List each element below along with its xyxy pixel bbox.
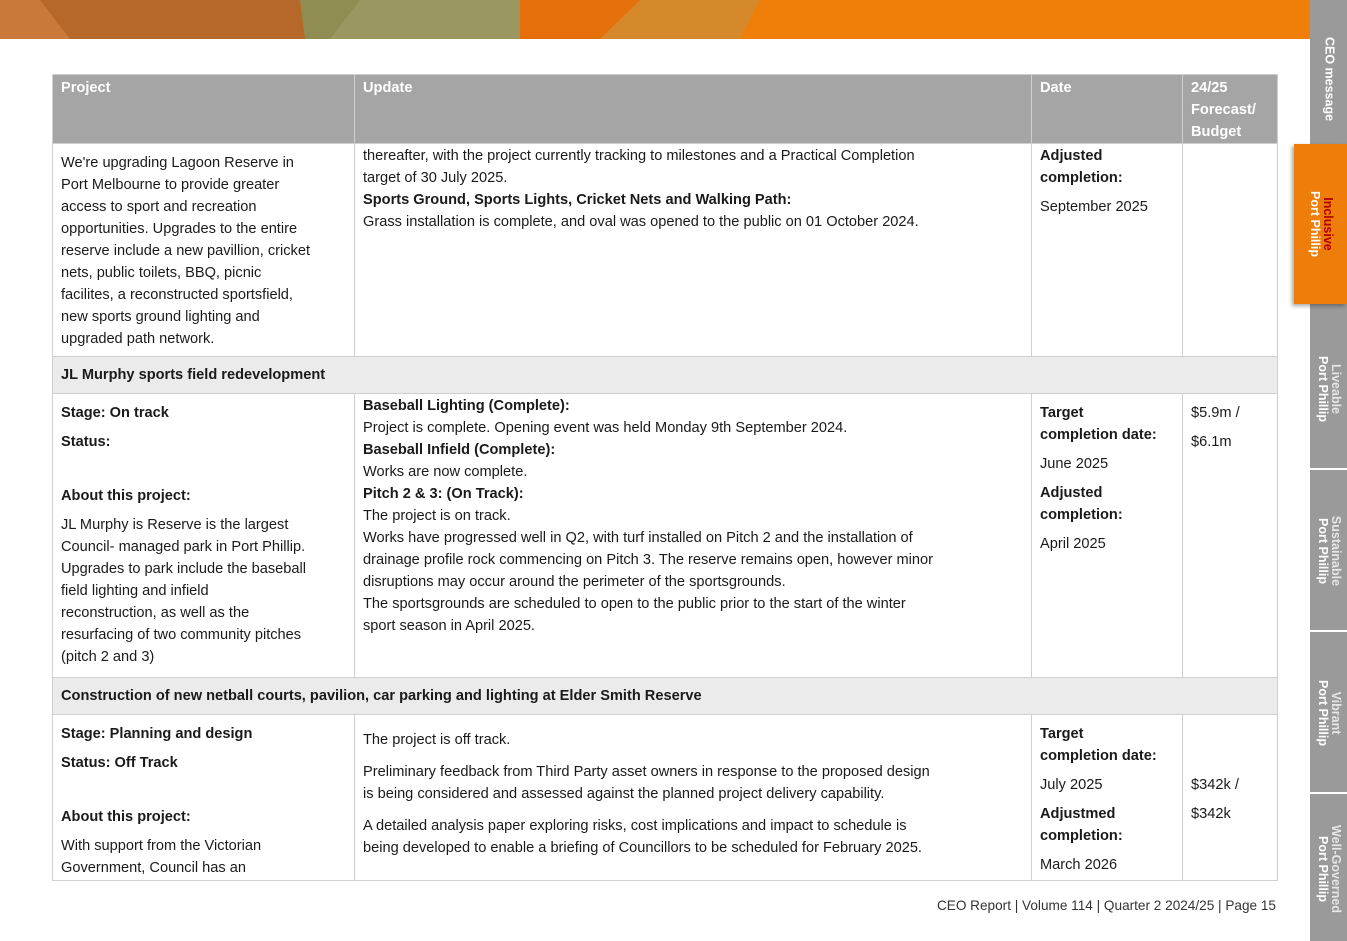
- header-project: [53, 75, 355, 144]
- update-line: A detailed analysis paper exploring risks, cost implications and impact to schedule is: [363, 818, 907, 834]
- about-line: resurfacing of two community pitches: [61, 627, 302, 643]
- about-line: facilites, a reconstructed sportsfield,: [61, 287, 293, 303]
- about-line: nets, public toilets, BBQ, picnic: [61, 265, 262, 281]
- update-heading: Sports Ground, Sports Lights, Cricket Nets and Walking Path:: [363, 192, 792, 208]
- page-footer: CEO Report | Volume 114 | Quarter 2 2024/25 | Page 15: [936, 898, 1276, 913]
- tab-sustainable-port-phillip[interactable]: [1310, 472, 1347, 632]
- date-value: July 2025: [1040, 777, 1103, 793]
- tab-label-line1: Well-Governed: [1328, 824, 1343, 913]
- update-heading: Baseball Infield (Complete):: [363, 442, 556, 458]
- header-update-label: Update: [363, 80, 413, 96]
- about-line: (pitch 2 and 3): [61, 649, 155, 665]
- about-line: Government, Council has an: [61, 860, 246, 876]
- update-heading: Baseball Lighting (Complete):: [363, 398, 570, 414]
- stage-label: Stage: Planning and design: [61, 726, 253, 742]
- update-line: The sportsgrounds are scheduled to open to the public prior to the start of the winter: [363, 596, 906, 612]
- update-line: Project is complete. Opening event was held Monday 9th September 2024.: [363, 420, 848, 436]
- projects-table: [52, 74, 1278, 881]
- side-nav: [1307, 0, 1347, 941]
- update-cell: [355, 715, 1032, 881]
- date-label: Target: [1040, 405, 1084, 421]
- update-line: sport season in April 2025.: [363, 618, 535, 634]
- update-line: The project is on track.: [363, 508, 511, 524]
- project-cell: [53, 144, 355, 357]
- date-value: April 2025: [1040, 536, 1106, 552]
- tab-vibrant-port-phillip[interactable]: [1310, 634, 1347, 794]
- about-line: Port Melbourne to provide greater: [61, 177, 280, 193]
- date-label: Adjusted: [1040, 485, 1103, 501]
- date-label: Adjustmed: [1040, 806, 1116, 822]
- tab-label-line1: Vibrant: [1328, 691, 1343, 735]
- tab-well-governed-port-phillip[interactable]: [1310, 796, 1347, 941]
- update-line: drainage profile rock commencing on Pitch 3. The reserve remains open, however minor: [363, 552, 933, 568]
- budget-amount: $342k: [1191, 806, 1231, 822]
- table-row: [53, 144, 1278, 357]
- status-label: Status:: [61, 434, 111, 450]
- about-line: access to sport and recreation: [61, 199, 257, 215]
- header-budget-line1: 24/25: [1191, 80, 1228, 96]
- tab-inclusive-port-phillip[interactable]: [1294, 144, 1347, 304]
- about-line: reserve include a new pavillion, cricket: [61, 243, 311, 259]
- about-line: opportunities. Upgrades to the entire: [61, 221, 298, 237]
- header-banner: [0, 0, 1310, 39]
- date-label: completion:: [1040, 507, 1123, 523]
- stage-label: Stage: On track: [61, 405, 169, 421]
- date-label: Target: [1040, 726, 1084, 742]
- date-label: completion date:: [1040, 427, 1157, 443]
- update-heading: Pitch 2 & 3: (On Track):: [363, 486, 524, 502]
- update-line: target of 30 July 2025.: [363, 170, 508, 186]
- date-label: completion:: [1040, 170, 1123, 186]
- tab-label: CEO message: [1322, 36, 1336, 122]
- section-row: [53, 678, 1278, 715]
- tab-label-line2: Port Phillip: [1307, 191, 1322, 257]
- header-update: [355, 75, 1032, 144]
- date-value: June 2025: [1040, 456, 1109, 472]
- table-header-row: [53, 75, 1278, 144]
- banner-graphic: [0, 0, 1310, 39]
- update-line: Preliminary feedback from Third Party asset owners in response to the proposed design: [363, 764, 930, 780]
- date-label: completion date:: [1040, 748, 1157, 764]
- tab-label-line2: Port Phillip: [1315, 356, 1330, 422]
- budget-cell: [1183, 715, 1278, 881]
- about-line: field lighting and infield: [61, 583, 209, 599]
- update-line: disruptions may occur around the perimeter of the sportsgrounds.: [363, 574, 786, 590]
- about-line: With support from the Victorian: [61, 838, 262, 854]
- section-title: JL Murphy sports field redevelopment: [53, 357, 1278, 394]
- date-cell: [1032, 394, 1183, 678]
- header-budget: [1183, 75, 1278, 144]
- header-budget-line2: Forecast/: [1191, 102, 1256, 118]
- about-line: JL Murphy is Reserve is the largest: [61, 517, 289, 533]
- about-line: Upgrades to park include the baseball: [61, 561, 307, 577]
- project-cell: [53, 715, 355, 881]
- budget-amount: $6.1m: [1191, 434, 1232, 450]
- about-label: About this project:: [61, 809, 191, 825]
- header-project-label: Project: [61, 80, 111, 96]
- about-line: We're upgrading Lagoon Reserve in: [61, 155, 294, 171]
- update-line: Works have progressed well in Q2, with turf installed on Pitch 2 and the installation of: [363, 530, 913, 546]
- update-line: Works are now complete.: [363, 464, 528, 480]
- header-date-label: Date: [1040, 80, 1072, 96]
- about-line: Council- managed park in Port Phillip.: [61, 539, 306, 555]
- about-line: reconstruction, as well as the: [61, 605, 250, 621]
- tab-label-line2: Port Phillip: [1315, 680, 1330, 746]
- tab-label-line1: Inclusive: [1320, 197, 1335, 251]
- date-cell: [1032, 144, 1183, 357]
- date-label: completion:: [1040, 828, 1123, 844]
- date-value: September 2025: [1040, 199, 1148, 215]
- date-value: March 2026: [1040, 857, 1118, 873]
- budget-cell: [1183, 144, 1278, 357]
- update-line: Grass installation is complete, and oval was opened to the public on 01 October 2024.: [363, 214, 919, 230]
- status-label: Status: Off Track: [61, 755, 178, 771]
- tab-liveable-port-phillip[interactable]: [1310, 310, 1347, 470]
- header-budget-line3: Budget: [1191, 124, 1242, 140]
- budget-forecast: $5.9m /: [1191, 405, 1240, 421]
- tab-label-line1: Sustainable: [1328, 515, 1343, 587]
- tab-ceo-message[interactable]: [1310, 0, 1347, 160]
- date-label: Adjusted: [1040, 148, 1103, 164]
- tab-label-line2: Port Phillip: [1315, 518, 1330, 584]
- update-line: thereafter, with the project currently tracking to milestones and a Practical Completion: [363, 148, 915, 164]
- table-row: [53, 715, 1278, 881]
- update-cell: [355, 394, 1032, 678]
- budget-forecast: $342k /: [1191, 777, 1239, 793]
- date-cell: [1032, 715, 1183, 881]
- header-date: [1032, 75, 1183, 144]
- section-title: Construction of new netball courts, pavilion, car parking and lighting at Elder Smith Reserve: [53, 678, 1278, 715]
- tab-label-line1: Liveable: [1328, 363, 1343, 415]
- project-cell: [53, 394, 355, 678]
- update-cell: [355, 144, 1032, 357]
- budget-cell: [1183, 394, 1278, 678]
- update-line: The project is off track.: [363, 732, 511, 748]
- tab-label-line2: Port Phillip: [1315, 835, 1330, 902]
- about-line: upgraded path network.: [61, 331, 215, 347]
- about-label: About this project:: [61, 488, 191, 504]
- section-row: [53, 357, 1278, 394]
- about-line: new sports ground lighting and: [61, 309, 260, 325]
- update-line: is being considered and assessed against the planned project delivery capability.: [363, 786, 885, 802]
- update-line: being developed to enable a briefing of Councillors to be scheduled for February 2025.: [363, 840, 922, 856]
- table-row: [53, 394, 1278, 678]
